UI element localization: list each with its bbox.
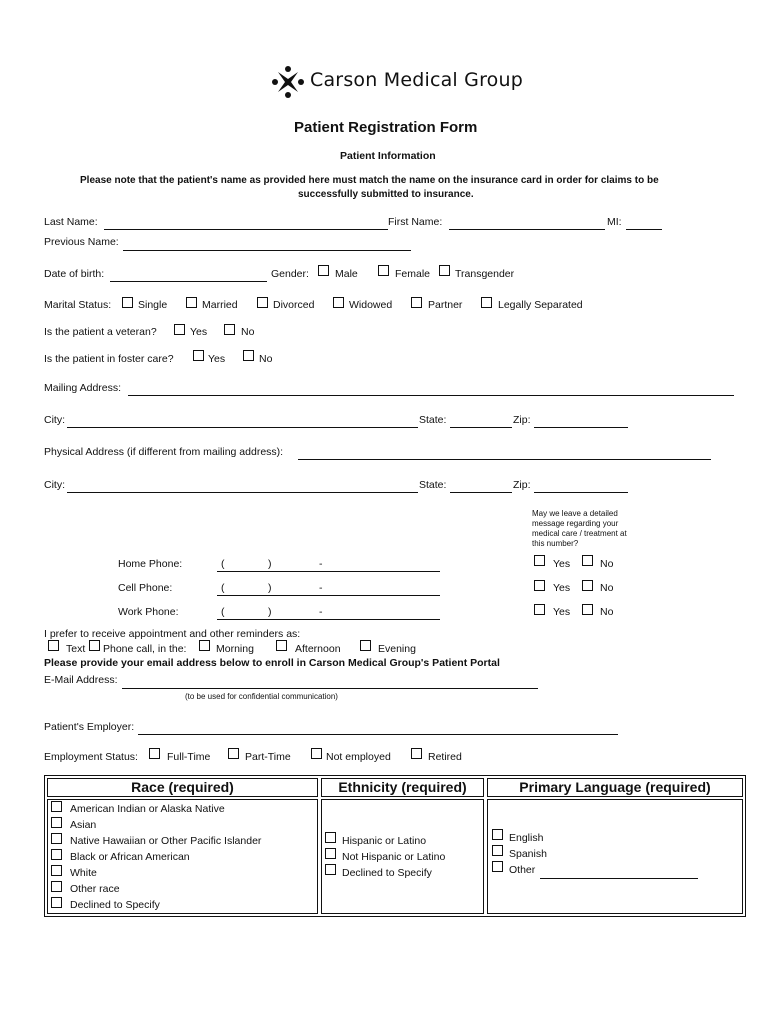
home-phone-yes-checkbox[interactable] xyxy=(534,555,545,566)
foster-no-label: No xyxy=(259,353,273,365)
reminder-phone-label: Phone call, in the: xyxy=(103,643,187,655)
ethnicity-checkbox-0[interactable] xyxy=(325,832,336,843)
mi-label: MI: xyxy=(607,216,622,228)
veteran-no-label: No xyxy=(241,326,255,338)
physical-address-field[interactable] xyxy=(298,459,711,460)
gender-female-label: Female xyxy=(395,268,431,280)
previous-name-label: Previous Name: xyxy=(44,236,119,248)
zip2-field[interactable] xyxy=(534,492,628,493)
marital-widowed-label: Widowed xyxy=(349,299,393,311)
race-checkbox-2[interactable] xyxy=(51,833,62,844)
previous-name-field[interactable] xyxy=(123,250,411,251)
employer-label: Patient's Employer: xyxy=(44,721,135,733)
work-phone-close: ) xyxy=(268,606,272,618)
race-option-4: White xyxy=(70,867,97,879)
home-phone-dash: - xyxy=(319,558,323,570)
home-phone-open: ( xyxy=(221,558,225,570)
zip-field[interactable] xyxy=(534,427,628,428)
marital-married-checkbox[interactable] xyxy=(186,297,197,308)
race-checkbox-3[interactable] xyxy=(51,849,62,860)
race-option-5: Other race xyxy=(70,883,120,895)
language-header: Primary Language (required) xyxy=(519,779,711,795)
work-phone-label: Work Phone: xyxy=(118,606,179,618)
veteran-yes-checkbox[interactable] xyxy=(174,324,185,335)
email-field[interactable] xyxy=(122,688,538,689)
home-phone-no-label: No xyxy=(600,558,614,570)
employment-parttime-checkbox[interactable] xyxy=(228,748,239,759)
mailing-address-label: Mailing Address: xyxy=(44,382,122,394)
zip-label: Zip: xyxy=(513,414,531,426)
reminder-evening-checkbox[interactable] xyxy=(360,640,371,651)
gender-male-label: Male xyxy=(335,268,358,280)
mi-field[interactable] xyxy=(626,229,662,230)
home-phone-yes-label: Yes xyxy=(553,558,571,570)
employment-fulltime-label: Full-Time xyxy=(167,751,211,763)
message-note: May we leave a detailed message regarding your medical care / treatment at this number? xyxy=(532,509,627,548)
city2-field[interactable] xyxy=(67,492,418,493)
marital-married-label: Married xyxy=(202,299,238,311)
language-option-2: Other xyxy=(509,864,536,876)
cell-phone-close: ) xyxy=(268,582,272,594)
ethnicity-checkbox-1[interactable] xyxy=(325,848,336,859)
logo-text: Carson Medical Group xyxy=(310,69,523,91)
reminder-evening-label: Evening xyxy=(378,643,416,655)
cell-phone-dash: - xyxy=(319,582,323,594)
section-heading: Patient Information xyxy=(340,150,436,162)
race-option-0: American Indian or Alaska Native xyxy=(70,803,225,815)
email-label: E-Mail Address: xyxy=(44,674,118,686)
work-phone-yes-label: Yes xyxy=(553,606,571,618)
reminder-afternoon-label: Afternoon xyxy=(295,643,341,655)
marital-single-label: Single xyxy=(138,299,168,311)
zip2-label: Zip: xyxy=(513,479,531,491)
marital-separated-checkbox[interactable] xyxy=(481,297,492,308)
marital-label: Marital Status: xyxy=(44,299,112,311)
reminder-text-checkbox[interactable] xyxy=(48,640,59,651)
home-phone-label: Home Phone: xyxy=(118,558,183,570)
foster-no-checkbox[interactable] xyxy=(243,350,254,361)
gender-male-checkbox[interactable] xyxy=(318,265,329,276)
work-phone-open: ( xyxy=(221,606,225,618)
work-phone-field[interactable] xyxy=(217,619,440,620)
city-field[interactable] xyxy=(67,427,418,428)
first-name-label: First Name: xyxy=(388,216,443,228)
notice-line2: successfully submitted to insurance. xyxy=(298,189,474,200)
race-checkbox-1[interactable] xyxy=(51,817,62,828)
state2-field[interactable] xyxy=(450,492,512,493)
work-phone-yes-checkbox[interactable] xyxy=(534,604,545,615)
employer-field[interactable] xyxy=(138,734,618,735)
last-name-field[interactable] xyxy=(104,229,388,230)
dob-label: Date of birth: xyxy=(44,268,105,280)
reminder-morning-label: Morning xyxy=(216,643,254,655)
gender-transgender-checkbox[interactable] xyxy=(439,265,450,276)
race-header: Race (required) xyxy=(131,779,234,795)
logo-icon xyxy=(268,62,308,102)
race-option-1: Asian xyxy=(70,819,97,831)
employment-label: Employment Status: xyxy=(44,751,138,763)
page-title: Patient Registration Form xyxy=(294,119,478,136)
city2-label: City: xyxy=(44,479,65,491)
first-name-field[interactable] xyxy=(449,229,605,230)
veteran-label: Is the patient a veteran? xyxy=(44,326,157,338)
gender-label: Gender: xyxy=(271,268,309,280)
reminder-afternoon-checkbox[interactable] xyxy=(276,640,287,651)
language-checkbox-2[interactable] xyxy=(492,861,503,872)
employment-retired-checkbox[interactable] xyxy=(411,748,422,759)
language-checkbox-1[interactable] xyxy=(492,845,503,856)
cell-phone-label: Cell Phone: xyxy=(118,582,173,594)
language-checkbox-0[interactable] xyxy=(492,829,503,840)
notice-line1: Please note that the patient's name as provided here must match the name on the insurance card in order for claims to be xyxy=(80,175,659,186)
race-checkbox-6[interactable] xyxy=(51,897,62,908)
reminder-morning-checkbox[interactable] xyxy=(199,640,210,651)
state-field[interactable] xyxy=(450,427,512,428)
home-phone-close: ) xyxy=(268,558,272,570)
work-phone-no-label: No xyxy=(600,606,614,618)
state2-label: State: xyxy=(419,479,447,491)
state-label: State: xyxy=(419,414,447,426)
race-option-6: Declined to Specify xyxy=(70,899,160,911)
cell-phone-yes-checkbox[interactable] xyxy=(534,580,545,591)
physical-address-label: Physical Address (if different from mailing address): xyxy=(44,446,284,458)
gender-transgender-label: Transgender xyxy=(455,268,515,280)
cell-phone-no-label: No xyxy=(600,582,614,594)
ethnicity-option-1: Not Hispanic or Latino xyxy=(342,851,446,863)
ethnicity-header-cell xyxy=(321,778,484,797)
employment-retired-label: Retired xyxy=(428,751,462,763)
race-option-2: Native Hawaiian or Other Pacific Islander xyxy=(70,835,262,847)
reminder-pref-label: I prefer to receive appointment and other reminders as: xyxy=(44,628,301,640)
cell-phone-open: ( xyxy=(221,582,225,594)
foster-label: Is the patient in foster care? xyxy=(44,353,174,365)
employment-notemployed-checkbox[interactable] xyxy=(311,748,322,759)
foster-yes-checkbox[interactable] xyxy=(193,350,204,361)
reminder-text-label: Text xyxy=(66,643,86,655)
home-phone-field[interactable] xyxy=(217,571,440,572)
race-checkbox-4[interactable] xyxy=(51,865,62,876)
work-phone-dash: - xyxy=(319,606,323,618)
reminder-phone-checkbox[interactable] xyxy=(89,640,100,651)
email-note: (to be used for confidential communication) xyxy=(185,692,338,701)
marital-divorced-label: Divorced xyxy=(273,299,315,311)
marital-widowed-checkbox[interactable] xyxy=(333,297,344,308)
language-other-field[interactable] xyxy=(540,878,698,879)
employment-notemployed-label: Not employed xyxy=(326,751,391,763)
language-header-cell xyxy=(487,778,743,797)
ethnicity-checkbox-2[interactable] xyxy=(325,864,336,875)
language-option-0: English xyxy=(509,832,544,844)
employment-parttime-label: Part-Time xyxy=(245,751,291,763)
veteran-yes-label: Yes xyxy=(190,326,208,338)
portal-note: Please provide your email address below to enroll in Carson Medical Group's Patient Portal xyxy=(44,657,500,669)
marital-partner-label: Partner xyxy=(428,299,463,311)
veteran-no-checkbox[interactable] xyxy=(224,324,235,335)
mailing-address-field[interactable] xyxy=(128,395,734,396)
marital-divorced-checkbox[interactable] xyxy=(257,297,268,308)
gender-female-checkbox[interactable] xyxy=(378,265,389,276)
work-phone-no-checkbox[interactable] xyxy=(582,604,593,615)
cell-phone-no-checkbox[interactable] xyxy=(582,580,593,591)
race-option-3: Black or African American xyxy=(70,851,190,863)
ethnicity-option-2: Declined to Specify xyxy=(342,867,432,879)
race-checkbox-5[interactable] xyxy=(51,881,62,892)
ethnicity-option-0: Hispanic or Latino xyxy=(342,835,427,847)
foster-yes-label: Yes xyxy=(208,353,226,365)
home-phone-no-checkbox[interactable] xyxy=(582,555,593,566)
cell-phone-yes-label: Yes xyxy=(553,582,571,594)
employment-fulltime-checkbox[interactable] xyxy=(149,748,160,759)
cell-phone-field[interactable] xyxy=(217,595,440,596)
marital-separated-label: Legally Separated xyxy=(498,299,583,311)
city-label: City: xyxy=(44,414,65,426)
marital-single-checkbox[interactable] xyxy=(122,297,133,308)
marital-partner-checkbox[interactable] xyxy=(411,297,422,308)
language-option-1: Spanish xyxy=(509,848,547,860)
last-name-label: Last Name: xyxy=(44,216,98,228)
ethnicity-header: Ethnicity (required) xyxy=(338,779,467,795)
race-checkbox-0[interactable] xyxy=(51,801,62,812)
race-header-cell xyxy=(47,778,318,797)
dob-field[interactable] xyxy=(110,281,267,282)
